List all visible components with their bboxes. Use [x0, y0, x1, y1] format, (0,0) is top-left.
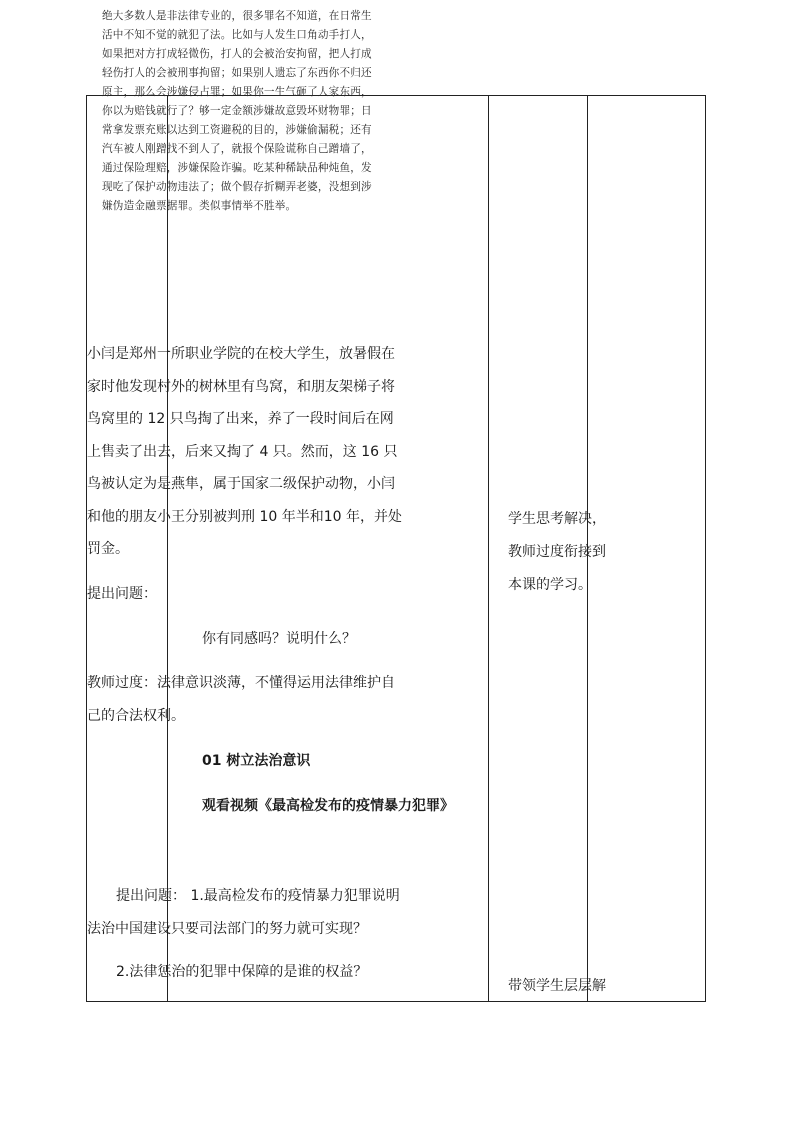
quoted-material: 绝大多数人是非法律专业的，很多罪名不知道，在日常生活中不知不觉的就犯了法。比如与人发生口角动手打人，如果把对方打成轻微伤，打人的会被治安拘留，把人打成轻伤打人的会被刑事拘留；如果别人遗忘了东西你不归还原主，那么会涉嫌侵占罪；如果你一生气砸了人家东西，你以为赔钱就行了？够一定金额涉嫌故意毁坏财物罪；日常拿发票充账以达到工资避税的目的，涉嫌偷漏税；还有汽车被人刚蹭找不到人了，就报个保险谎称自己蹭墙了，通过保险理赔，涉嫌保险诈骗。吃某种稀缺品种炖鱼，发现吃了保护动物违法了；做个假存折糊弄老婆，没想到涉嫌伪造金融票据罪。类似事情举不胜举。	[102, 10, 372, 212]
case-paragraph: 小闫是郑州一所职业学院的在校大学生，放暑假在家时他发现村外的树林里有鸟窝，和朋友架梯子将鸟窝里的 12 只鸟掏了出来，养了一段时间后在网上售卖了出去，后来又掏了 4 只。然而，这 16 只鸟被认定为是燕隼，属于国家二级保护动物，小闫和他的朋友小王分别被判刑 10 年半和10 年，并处罚金。	[87, 346, 402, 557]
column-divider	[488, 96, 489, 1001]
teacher-transition: 教师过度：法律意识淡薄，不懂得运用法律维护自己的合法权利。	[87, 675, 395, 724]
teacher-activity-note: 学生思考解决，教师过度衔接到本课的学习。	[508, 511, 606, 593]
video-title: 观看视频《最高检发布的疫情暴力犯罪》	[202, 798, 454, 814]
question-one: 提出问题： 1.最高检发布的疫情暴力犯罪说明法治中国建设只要司法部门的努力就可实现？	[87, 888, 400, 937]
ask-label: 提出问题：	[87, 586, 157, 602]
ask-question: 你有同感吗？说明什么？	[202, 631, 356, 647]
section-title: 01 树立法治意识	[202, 753, 311, 769]
question-two: 2.法律惩治的犯罪中保障的是谁的权益？	[116, 964, 368, 980]
teacher-activity-note-continued: 带领学生层层解	[508, 978, 606, 994]
